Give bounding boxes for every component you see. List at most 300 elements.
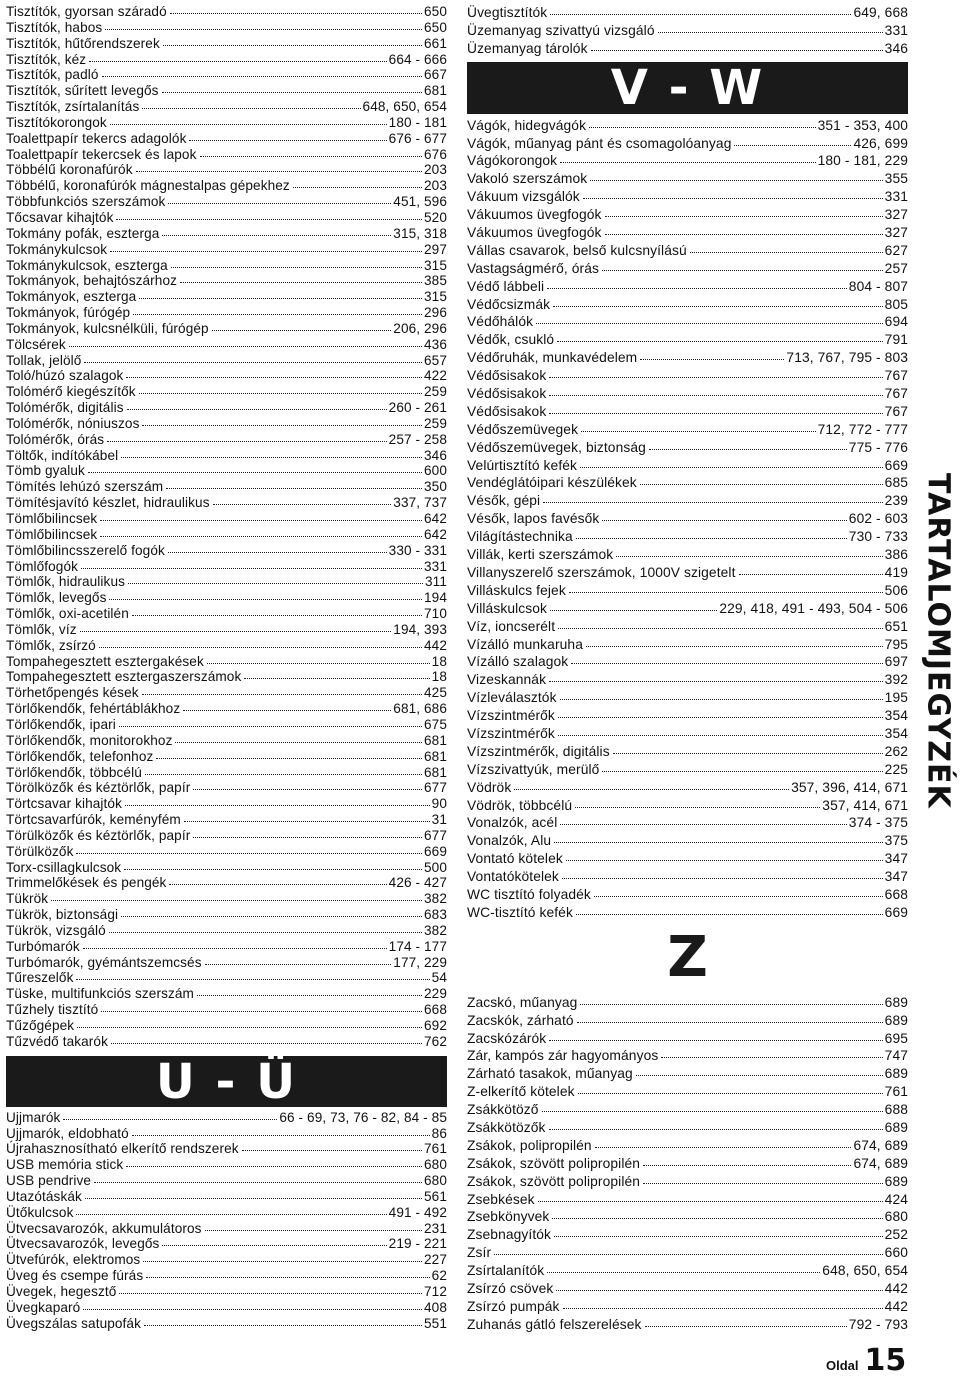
entry-page: 520	[424, 209, 447, 225]
entry-name: Zsebkönyvek	[467, 1209, 550, 1225]
entry-name: Tömlők, hidraulikus	[6, 574, 125, 590]
entry-page: 792 - 793	[848, 1316, 908, 1332]
index-entry	[467, 1083, 908, 1101]
entry-page: 642	[424, 526, 447, 542]
entry-page: 229	[424, 986, 447, 1002]
entry-page: 442	[424, 637, 447, 653]
dot-leader	[549, 1040, 882, 1041]
index-entry	[467, 761, 908, 779]
entry-name: Z-elkerítő kötelek	[467, 1084, 575, 1100]
dot-leader	[121, 916, 422, 917]
index-list	[467, 117, 908, 922]
entry-name: Védők, csukló	[467, 332, 555, 348]
dot-leader	[132, 615, 422, 616]
index-entry	[467, 653, 908, 671]
dot-leader	[197, 995, 422, 996]
dot-leader	[538, 1201, 883, 1202]
entry-name: Vödrök	[467, 779, 512, 795]
entry-page: 331	[884, 22, 908, 38]
index-entry	[467, 421, 908, 439]
index-entry	[467, 743, 908, 761]
entry-name: USB pendrive	[6, 1173, 92, 1189]
dot-leader	[602, 771, 882, 772]
entry-page: 668	[884, 886, 908, 902]
dot-leader	[566, 860, 883, 861]
index-entry	[6, 717, 447, 733]
dot-leader	[553, 306, 883, 307]
index-entry	[467, 1244, 908, 1262]
entry-name: Védősisakok	[467, 368, 547, 384]
dot-leader	[189, 140, 386, 141]
dot-leader	[144, 1325, 422, 1326]
index-entry	[6, 368, 447, 384]
index-entry	[467, 886, 908, 904]
entry-page: 767	[884, 386, 908, 402]
index-entry	[467, 618, 908, 636]
dot-leader	[85, 1198, 422, 1199]
index-entry	[467, 582, 908, 600]
entry-page: 651	[884, 618, 908, 634]
entry-name: Üvegszálas satupofák	[6, 1315, 141, 1331]
dot-leader	[88, 472, 422, 473]
entry-name: Villáskulcsok	[467, 600, 548, 616]
entry-name: Tolómérők, órás	[6, 431, 105, 447]
entry-page: 710	[424, 606, 447, 622]
dot-leader	[571, 663, 882, 664]
entry-name: Vízálló szalagok	[467, 654, 569, 670]
entry-page: 648, 650, 654	[362, 99, 447, 115]
dot-leader	[80, 631, 392, 632]
entry-page: 426, 699	[853, 135, 908, 151]
index-entry	[467, 117, 908, 135]
index-entry	[467, 349, 908, 367]
dot-leader	[558, 628, 883, 629]
index-list	[6, 1110, 447, 1332]
entry-name: Vendéglátóipari készülékek	[467, 475, 637, 491]
entry-page: 692	[424, 1018, 447, 1033]
entry-page: 392	[884, 672, 908, 688]
entry-page: 680	[424, 1173, 447, 1189]
index-entry	[467, 296, 908, 314]
entry-name: Vizeskannák	[467, 672, 547, 688]
dot-leader	[575, 807, 820, 808]
entry-name: Zsír	[467, 1245, 492, 1261]
dot-leader	[547, 288, 847, 289]
index-entry	[6, 36, 447, 52]
index-entry	[467, 439, 908, 457]
entry-page: 259	[424, 415, 447, 431]
entry-name: Tükrök	[6, 891, 49, 907]
entry-name: Zacskó, műanyag	[467, 994, 578, 1010]
dot-leader	[576, 914, 883, 915]
index-entry	[6, 1316, 447, 1332]
entry-page: 229, 418, 491 - 493, 504 - 506	[719, 600, 908, 616]
entry-name: Zsákkötöző	[467, 1102, 539, 1118]
entry-page: 442	[884, 1281, 908, 1296]
index-entry	[6, 955, 447, 971]
entry-name: Tömlők, víz	[6, 621, 77, 637]
dot-leader	[207, 663, 430, 664]
entry-name: Villák, kerti szerszámok	[467, 547, 614, 563]
entry-page: 297	[424, 241, 447, 257]
entry-page: 357, 414, 671	[822, 797, 908, 813]
entry-name: Tokmányok, fúrógép	[6, 305, 131, 321]
index-entry	[6, 1018, 447, 1034]
entry-page: 203	[424, 162, 447, 178]
entry-page: 680	[884, 1209, 908, 1225]
index-entry	[467, 278, 908, 296]
index-entry	[6, 701, 447, 717]
dot-leader	[76, 1214, 386, 1215]
index-entry	[467, 457, 908, 475]
index-entry	[6, 844, 447, 860]
index-entry	[6, 527, 447, 543]
index-entry	[6, 178, 447, 194]
dot-leader	[543, 502, 882, 503]
index-entry	[467, 814, 908, 832]
entry-name: Tömlők, zsírzó	[6, 637, 96, 653]
entry-name: Törlőkendők, monitorokhoz	[6, 732, 173, 748]
index-entry	[467, 135, 908, 153]
entry-name: Vágókorongok	[467, 153, 558, 169]
entry-name: Turbómarók	[6, 938, 80, 954]
entry-page: 681	[424, 748, 447, 764]
dot-leader	[244, 678, 429, 679]
index-entry	[6, 891, 447, 907]
entry-page: 425	[424, 685, 447, 701]
dot-leader	[586, 646, 883, 647]
entry-page: 713, 767, 795 - 803	[786, 350, 908, 366]
entry-name: Ujjmarók	[6, 1109, 61, 1125]
entry-name: Tűreszelők	[6, 970, 74, 986]
entry-name: Tompahegesztett esztergakések	[6, 653, 204, 669]
dot-leader	[569, 592, 883, 593]
entry-name: Vízleválasztók	[467, 690, 557, 706]
dot-leader	[146, 1277, 429, 1278]
entry-page: 761	[424, 1141, 447, 1157]
entry-page: 747	[884, 1048, 908, 1064]
entry-page: 337, 737	[393, 495, 447, 511]
dot-leader	[193, 789, 422, 790]
dot-leader	[133, 314, 422, 315]
entry-page: 382	[424, 891, 447, 907]
right-column	[467, 4, 908, 1334]
entry-name: Védőhálók	[467, 314, 534, 330]
entry-name: Turbómarók, gyémántszemcsés	[6, 954, 202, 970]
dot-leader	[77, 1027, 422, 1028]
entry-name: Tisztítók, zsírtalanítás	[6, 99, 140, 115]
index-entry	[467, 331, 908, 349]
dot-leader	[576, 538, 847, 539]
index-entry	[467, 546, 908, 564]
entry-page: 315, 318	[393, 225, 447, 241]
index-entry	[6, 194, 447, 210]
dot-leader	[590, 180, 882, 181]
index-entry	[6, 432, 447, 448]
index-entry	[6, 939, 447, 955]
entry-name: Védőruhák, munkavédelem	[467, 350, 638, 366]
dot-leader	[145, 774, 422, 775]
entry-name: Törülközők	[6, 843, 74, 859]
entry-name: Vákuumos üvegfogók	[467, 207, 602, 223]
entry-page: 451, 596	[393, 194, 447, 210]
entry-name: Zsírzó csövek	[467, 1281, 554, 1296]
index-entry	[6, 479, 447, 495]
index-entry	[6, 986, 447, 1002]
index-entry	[467, 1012, 908, 1030]
dot-leader	[109, 932, 422, 933]
entry-page: 351 - 353, 400	[817, 117, 908, 133]
entry-name: Törlőkendők, telefonhoz	[6, 748, 154, 764]
entry-page: 18	[431, 653, 447, 669]
index-entry	[6, 574, 447, 590]
entry-name: Védősisakok	[467, 386, 547, 402]
entry-name: Tokmánykulcsok	[6, 241, 108, 257]
dot-leader	[552, 1218, 882, 1219]
entry-page: 195	[884, 690, 908, 706]
index-entry	[6, 812, 447, 828]
dot-leader	[645, 1326, 847, 1327]
entry-page: 259	[424, 384, 447, 400]
entry-name: Torx-csillagkulcsok	[6, 859, 122, 875]
entry-page: 675	[424, 716, 447, 732]
entry-name: Tisztítók, sűrített levegős	[6, 83, 159, 99]
dot-leader	[213, 504, 392, 505]
entry-page: 350	[424, 479, 447, 495]
index-entry	[6, 923, 447, 939]
page-label: Oldal	[826, 1358, 859, 1373]
entry-name: Törtcsavar kihajtók	[6, 796, 122, 812]
entry-page: 426 - 427	[388, 875, 447, 891]
entry-name: Zacskók, zárható	[467, 1012, 574, 1028]
dot-leader	[124, 869, 422, 870]
dot-leader	[649, 449, 847, 450]
index-entry	[6, 749, 447, 765]
dot-leader	[142, 694, 422, 695]
entry-name: Védőcsizmák	[467, 296, 551, 312]
index-entry	[6, 685, 447, 701]
entry-name: Ujjmarók, eldobható	[6, 1125, 129, 1141]
dot-leader	[126, 1166, 422, 1167]
entry-page: 506	[884, 582, 908, 598]
index-entry	[6, 1141, 447, 1157]
entry-name: Többfunkciós szerszámok	[6, 194, 166, 210]
entry-name: Vízszintmérők	[467, 708, 555, 724]
entry-page: 664 - 666	[388, 51, 447, 67]
index-entry	[467, 671, 908, 689]
entry-name: Védőszemüvegek, biztonság	[467, 439, 646, 455]
index-entry	[6, 52, 447, 68]
entry-page: 227	[424, 1252, 447, 1268]
entry-name: USB memória stick	[6, 1157, 124, 1173]
entry-name: Tolómérők, nóniuszos	[6, 415, 140, 431]
entry-page: 650	[424, 19, 447, 35]
page-footer	[826, 1343, 907, 1378]
entry-name: Törülközők és kéztörlők, papír	[6, 827, 191, 843]
dot-leader	[84, 362, 422, 363]
dot-leader	[643, 1183, 883, 1184]
entry-name: Vágók, hidegvágók	[467, 117, 587, 133]
index-entry	[6, 796, 447, 812]
dot-leader	[591, 50, 883, 51]
dot-leader	[162, 92, 422, 93]
entry-name: Tokmány pofák, eszterga	[6, 225, 160, 241]
entry-page: 600	[424, 463, 447, 479]
entry-name: Zsírtalanítók	[467, 1263, 545, 1279]
dot-leader	[658, 32, 883, 33]
dot-leader	[183, 710, 391, 711]
entry-name: Vízszintmérők, digitális	[467, 743, 610, 759]
entry-name: Tömlők, levegős	[6, 590, 107, 606]
dot-leader	[563, 1308, 883, 1309]
dot-leader	[136, 171, 422, 172]
index-entry	[467, 1047, 908, 1065]
entry-page: 689	[884, 1012, 908, 1028]
entry-name: Tömlőbilincsek	[6, 511, 98, 526]
index-entry	[467, 1280, 908, 1298]
dot-leader	[101, 1011, 422, 1012]
index-entry	[6, 860, 447, 876]
entry-page: 775 - 776	[848, 439, 908, 455]
dot-leader	[51, 900, 422, 901]
entry-name: Vágók, műanyag pánt és csomagolóanyag	[467, 135, 732, 151]
entry-page: 257	[884, 260, 908, 276]
entry-name: Tokmányok, behajtószárhoz	[6, 273, 178, 289]
entry-page: 180 - 181, 229	[817, 153, 908, 169]
index-entry	[6, 1173, 447, 1189]
entry-name: Vákuumos üvegfogók	[467, 225, 602, 241]
entry-page: 174 - 177	[388, 938, 447, 954]
entry-name: WC tisztító folyadék	[467, 886, 591, 902]
entry-page: 347	[884, 869, 908, 885]
entry-name: Ütvecsavarozók, levegős	[6, 1236, 160, 1252]
entry-name: Vízszivattyúk, merülő	[467, 761, 600, 777]
index-entry	[6, 321, 447, 337]
dot-leader	[556, 1290, 882, 1291]
index-entry	[6, 242, 447, 258]
entry-name: Törtcsavarfúrók, keményfém	[6, 812, 181, 828]
dot-leader	[560, 824, 846, 825]
entry-page: 442	[884, 1298, 908, 1314]
entry-name: Vontatókötelek	[467, 869, 559, 885]
dot-leader	[605, 216, 883, 217]
index-entry	[6, 1126, 447, 1142]
entry-page: 225	[884, 761, 908, 777]
dot-leader	[536, 323, 883, 324]
entry-name: Tolómérő kiegészítők	[6, 384, 136, 400]
entry-page: 762	[424, 1033, 447, 1049]
index-entry	[6, 273, 447, 289]
index-entry	[467, 1101, 908, 1119]
entry-page: 667	[424, 67, 447, 83]
entry-name: Törlőkendők, ipari	[6, 716, 116, 732]
entry-name: Tüske, multifunkciós szerszám	[6, 986, 194, 1002]
index-entry	[467, 4, 908, 22]
entry-page: 677	[424, 780, 447, 796]
index-entry	[6, 384, 447, 400]
index-entry	[6, 1268, 447, 1284]
entry-name: Töltők, indítókábel	[6, 447, 119, 463]
dot-leader	[142, 425, 422, 426]
entry-name: Üvegkaparó	[6, 1299, 81, 1315]
entry-page: 500	[424, 859, 447, 875]
dot-leader	[554, 842, 883, 843]
entry-page: 650	[424, 4, 447, 19]
entry-page: 683	[424, 907, 447, 923]
index-entry	[6, 99, 447, 115]
index-entry	[467, 1173, 908, 1191]
entry-name: Tisztítók, kéz	[6, 51, 87, 67]
index-entry	[6, 669, 447, 685]
index-entry	[6, 543, 447, 559]
entry-page: 648, 650, 654	[822, 1263, 908, 1279]
index-entry	[467, 1155, 908, 1173]
entry-name: Tömlőfogók	[6, 558, 79, 574]
entry-page: 681, 686	[393, 701, 447, 717]
index-entry	[6, 416, 447, 432]
entry-name: Többélű koronafúrók	[6, 162, 133, 178]
index-entry	[6, 780, 447, 796]
entry-page: 315	[424, 257, 447, 273]
entry-page: 661	[424, 35, 447, 51]
entry-page: 177, 229	[393, 954, 447, 970]
index-entry	[467, 1262, 908, 1280]
dot-leader	[69, 346, 422, 347]
entry-page: 627	[884, 242, 908, 258]
entry-page: 681	[424, 764, 447, 780]
entry-page: 354	[884, 708, 908, 724]
entry-page: 31	[431, 812, 447, 828]
index-entry	[467, 242, 908, 260]
entry-page: 382	[424, 922, 447, 938]
entry-name: Védő lábbeli	[467, 278, 545, 294]
entry-page: 355	[884, 171, 908, 187]
entry-page: 311	[425, 574, 447, 590]
entry-page: 669	[884, 457, 908, 473]
entry-page: 385	[424, 273, 447, 289]
entry-name: Utazótáskák	[6, 1188, 82, 1204]
entry-name: Tűzhely tisztító	[6, 1002, 99, 1018]
dot-leader	[109, 599, 422, 600]
index-entry	[467, 725, 908, 743]
entry-page: 219 - 221	[388, 1236, 447, 1252]
dot-leader	[168, 552, 387, 553]
entry-name: Tükrök, biztonsági	[6, 907, 119, 923]
index-entry	[6, 765, 447, 781]
index-entry	[467, 904, 908, 922]
entry-name: Tömlőbilincsek	[6, 526, 98, 542]
entry-page: 767	[884, 368, 908, 384]
index-entry	[467, 850, 908, 868]
entry-name: Víz, ioncserélt	[467, 618, 556, 634]
entry-page: 561	[424, 1188, 447, 1204]
entry-name: Ütvefúrók, elektromos	[6, 1252, 141, 1268]
entry-page: 491 - 492	[388, 1204, 447, 1220]
index-entry	[6, 67, 447, 83]
entry-page: 90	[431, 796, 447, 812]
entry-page: 347	[884, 851, 908, 867]
dot-leader	[558, 735, 883, 736]
dot-leader	[514, 789, 789, 790]
dot-leader	[562, 878, 883, 879]
entry-page: 86	[431, 1125, 447, 1141]
entry-page: 767	[884, 403, 908, 419]
dot-leader	[557, 341, 882, 342]
dot-leader	[81, 568, 422, 569]
entry-page: 346	[884, 40, 908, 56]
dot-leader	[125, 805, 430, 806]
dot-leader	[132, 1135, 430, 1136]
